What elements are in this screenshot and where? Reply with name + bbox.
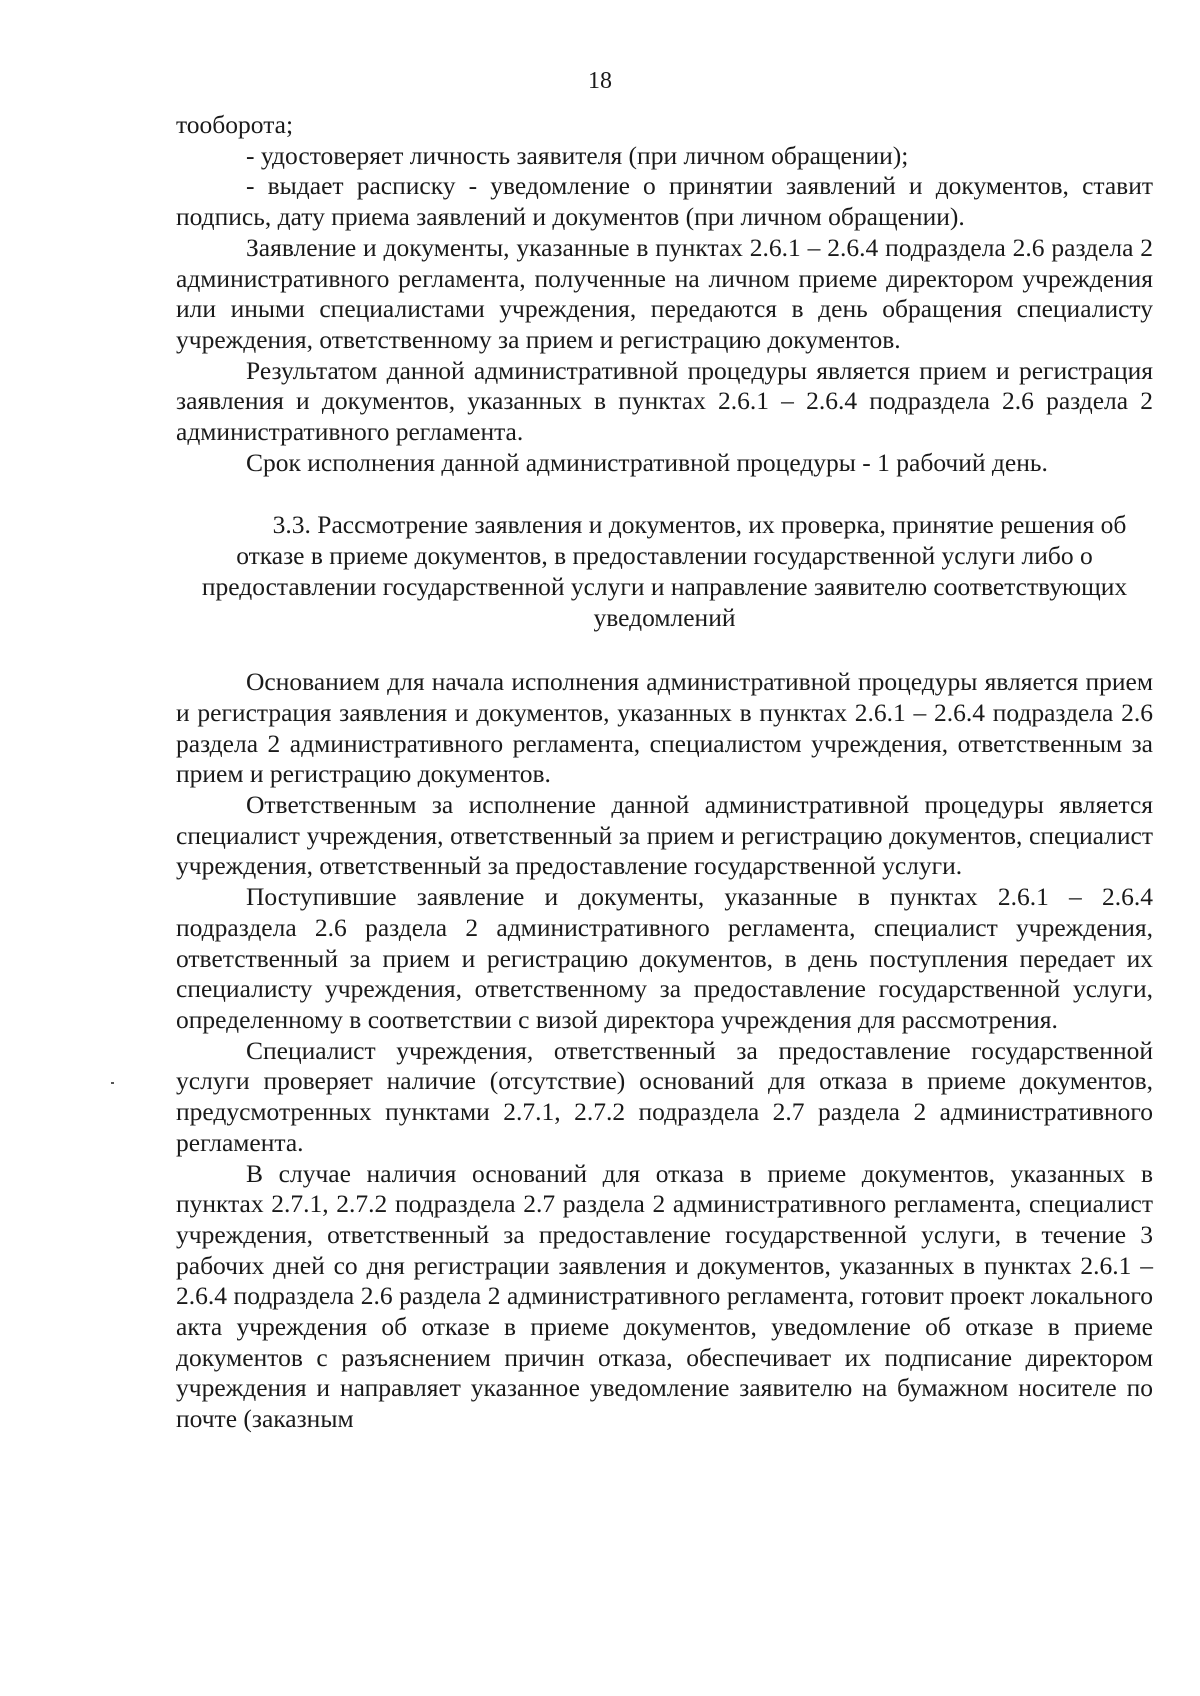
paragraph: - выдает расписку - уведомление о принятии заявлений и документов, ставит подпись, дату приема заявлений и документов (при личном обращении). xyxy=(176,171,1153,232)
paragraph: Ответственным за исполнение данной административной процедуры является специалист учреждения, ответственный за прием и регистрацию документов, специалист учреждения, ответственный за предоставление государственной услуги. xyxy=(176,790,1153,881)
paragraph: Заявление и документы, указанные в пунктах 2.6.1 – 2.6.4 подраздела 2.6 раздела 2 административного регламента, полученные на личном приеме директором учреждения или иными специалистами учреждения, передаются в день обращения специалисту учреждения, ответственному за прием и регистрацию документов. xyxy=(176,232,1153,354)
paragraph: Специалист учреждения, ответственный за предоставление государственной услуги проверяет наличие (отсутствие) оснований для отказа в приеме документов, предусмотренных пунктами 2.7.1, 2.7.2 подраздела 2.7 раздела 2 административного регламента. xyxy=(176,1035,1153,1157)
paragraph: В случае наличия оснований для отказа в приеме документов, указанных в пунктах 2.7.1, 2.7.2 подраздела 2.7 раздела 2 административного регламента, специалист учреждения, ответственный за предоставление государственной услуги, в течение 3 рабочих дней со дня регистрации заявления и документов, указанных в пунктах 2.6.1 – 2.6.4 подраздела 2.6 раздела 2 административного регламента, готовит проект локального акта учреждения об отказе в приеме документов, уведомление об отказе в приеме документов с разъяснением причин отказа, обеспечивает их подписание директором учреждения и направляет указанное уведомление заявителю на бумажном носителе по почте (заказным xyxy=(176,1158,1153,1434)
paragraph: Поступившие заявление и документы, указанные в пунктах 2.6.1 – 2.6.4 подраздела 2.6 раздела 2 административного регламента, специалист учреждения, ответственный за прием и регистрацию документов, в день поступления передает их специалисту учреждения, ответственному за предоставление государственной услуги, определенному в соответствии с визой директора учреждения для рассмотрения. xyxy=(176,882,1153,1034)
paragraph: - удостоверяет личность заявителя (при личном обращении); xyxy=(246,140,909,170)
paragraph: Основанием для начала исполнения административной процедуры является прием и регистрация заявления и документов, указанных в пунктах 2.6.1 – 2.6.4 подраздела 2.6 раздела 2 административного регламента, специалистом учреждения, ответственным за прием и регистрацию документов. xyxy=(176,667,1153,789)
document-body xyxy=(176,110,1153,1435)
scan-speck xyxy=(111,1082,114,1084)
paragraph: Результатом данной административной процедуры является прием и регистрация заявления и документов, указанных в пунктах 2.6.1 – 2.6.4 подраздела 2.6 раздела 2 административного регламента. xyxy=(176,355,1153,447)
page-number: 18 xyxy=(588,68,612,94)
section-heading: 3.3. Рассмотрение заявления и документов, их проверка, принятие решения об отказе в приеме документов, в предоставлении государственной услуги либо о предоставлении государственной услуги и направление заявителю соответствующих уведомлений xyxy=(201,510,1128,632)
paragraph: Срок исполнения данной административной процедуры - 1 рабочий день. xyxy=(246,447,1048,477)
paragraph: тооборота; xyxy=(176,110,294,139)
